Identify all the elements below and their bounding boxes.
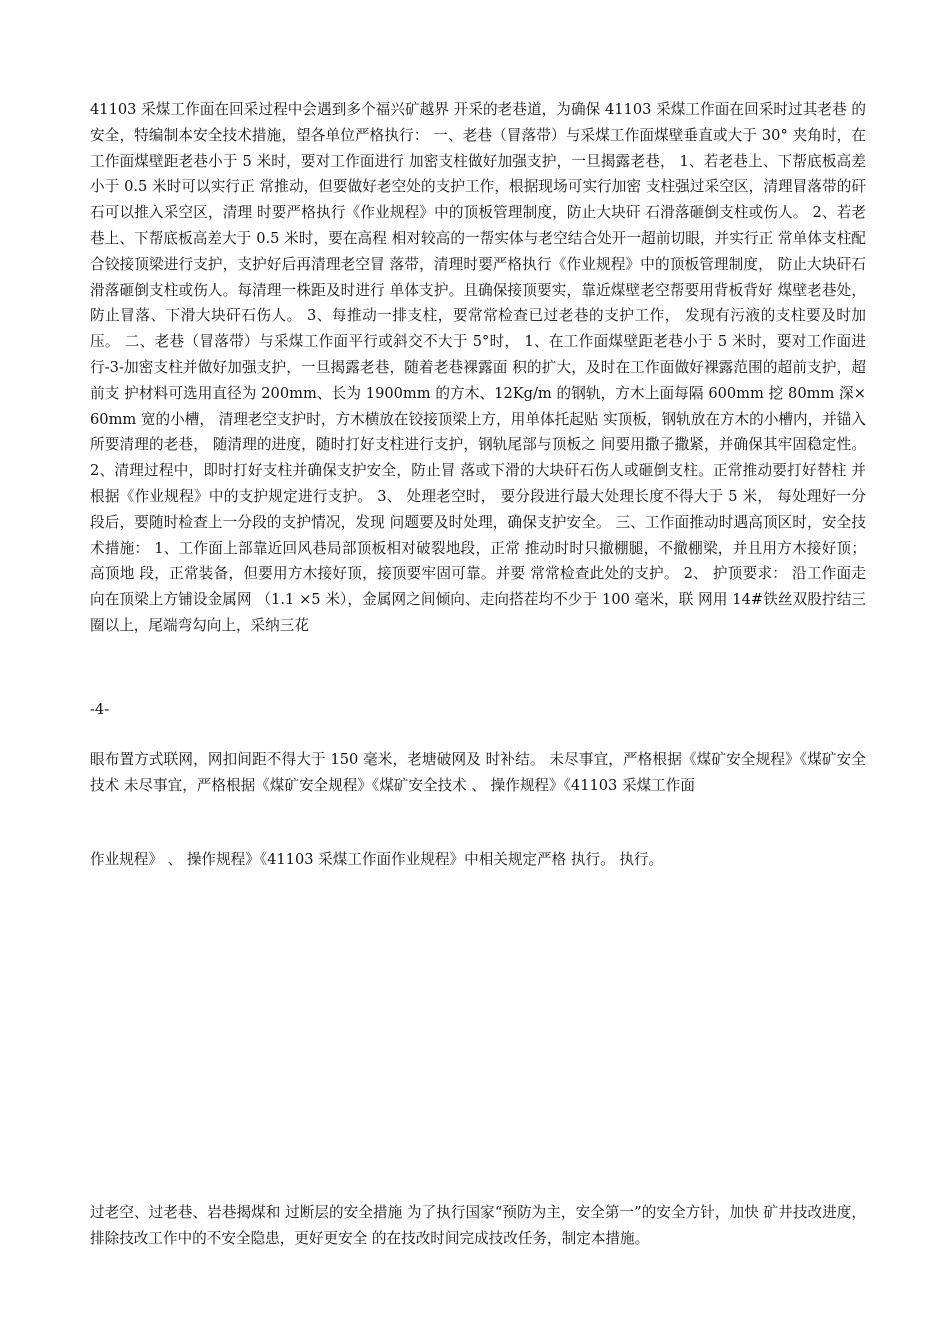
continuation-paragraph: 眼布置方式联网，网扣间距不得大于 150 毫米，老塘破网及 时补结。 未尽事宜，严格根据《煤矿安全规程》《煤矿安全技术 未尽事宜，严格根据《煤矿安全规程》《煤矿安全技术 、 操作规程》《41103 采煤工作面 bbox=[90, 751, 866, 794]
next-document-paragraph: 过老空、过老巷、岩巷揭煤和 过断层的安全措施 为了执行国家“预防为主，安全第一”的安全方针，加快 矿井技改进度，排除技改工作中的不安全隐患，更好更安全 的在技改时间完成技改任务，制定本措施。 bbox=[90, 1204, 866, 1247]
page-number: -4- bbox=[90, 701, 110, 718]
fragment-paragraph: 作业规程》 、 操作规程》《41103 采煤工作面作业规程》中相关规定严格 执行。 执行。 bbox=[90, 851, 664, 868]
main-paragraph: 41103 采煤工作面在回采过程中会遇到多个福兴矿越界 开采的老巷道，为确保 41103 采煤工作面在回采时过其老巷 的安全，特编制本安全技术措施，望各单位严格执行： 一、老巷（冒落带）与采煤工作面煤壁垂直或大于 30° 夹角时，在工作面煤壁距老巷小于 5 米时，要对工作面进行 加密支柱做好加强支护，一旦揭露老巷， 1、若老巷上、下帮底板高差小于 0.5 米时可以实行正 常推动，但要做好老空处的支护工作，根据现场可实行加密 支柱强过采空区，清理冒落带的矸石可以推入采空区，清理 时要严格执行《作业规程》中的顶板管理制度，防止大块矸 石滑落砸倒支柱或伤人。 2、若老巷上、下帮底板高差大于 0.5 米时，要在高程 相对较高的一帮实体与老空结合处开一超前切眼，并实行正 常单体支柱配合铰接顶梁进行支护，支护好后再清理老空冒 落带，清理时要严格执行《作业规程》中的顶板管理制度， 防止大块矸石滑落砸倒支柱或伤人。每清理一株距及时进行 单体支护。且确保接顶要实，靠近煤壁老空帮要用背板背好 煤壁老巷处，防止冒落、下滑大块矸石伤人。 3、每推动一排支柱，要常常检查已过老巷的支护工作， 发现有污液的支柱要及时加压。 二、老巷（冒落带）与采煤工作面平行或斜交不大于 5°时， 1、在工作面煤壁距老巷小于 5 米时，要对工作面进行-3-加密支柱并做好加强支护，一旦揭露老巷，随着老巷裸露面 积的扩大，及时在工作面做好裸露范围的超前支护，超前支 护材料可选用直径为 200mm、长为 1900mm 的方木、12Kg/m 的钢轨，方木上面每隔 600mm 挖 80mm 深×60mm 宽的小槽， 清理老空支护时，方木横放在铰接顶梁上方，用单体托起贴 实顶板，钢轨放在方木的小槽内，并锚入所要清理的老巷， 随清理的进度，随时打好支柱进行支护，钢轨尾部与顶板之 间要用撒子撒紧，并确保其牢固稳定性。 2、清理过程中，即时打好支柱并确保支护安全，防止冒 落或下滑的大块矸石伤人或砸倒支柱。正常推动要打好替柱 并根据《作业规程》中的支护规定进行支护。 3、 处理老空时， 要分段进行最大处理长度不得大于 5 米， 每处理好一分段后，要随时检查上一分段的支护情况，发现 问题要及时处理，确保支护安全。 三、工作面推动时遇高顶区时，安全技术措施： 1、工作面上部靠近回风巷局部顶板相对破裂地段，正常 推动时时只撤棚腿，不撤棚梁，并且用方木接好顶；高顶地 段，正常装备，但要用方木接好顶，接顶要牢固可靠。并要 常常检查此处的支护。 2、 护顶要求： 沿工作面走向在顶梁上方铺设金属网 （1.1 ×5 米），金属网之间倾向、走向搭茬均不少于 100 毫米，联 网用 14#铁丝双股拧结三圈以上，尾端弯勾向上，采纳三花 bbox=[90, 101, 866, 634]
